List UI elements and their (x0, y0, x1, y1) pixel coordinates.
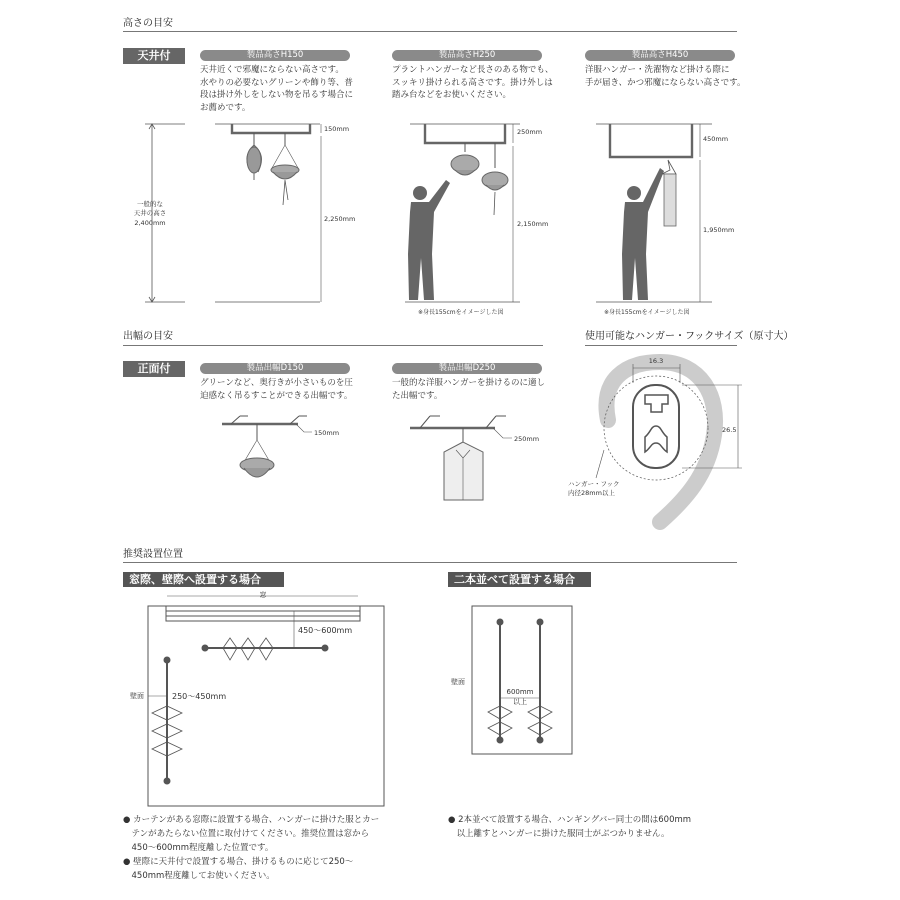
twin-dim-2: 以上 (513, 698, 527, 706)
front-mount-tag: 正面付 (123, 361, 185, 377)
room-outline-left (148, 606, 384, 806)
height-section-title: 高さの目安 (123, 18, 173, 29)
d150-dim: 150mm (314, 429, 340, 437)
h450-description: 洋服ハンガー・洗濯物など掛ける際に 手が届き、かつ邪魔にならない高さです。 (585, 65, 746, 88)
h450-bottom-dim: 1,950mm (703, 226, 735, 234)
pill-h450: 製品高さH450 (585, 50, 735, 61)
h250-figure-note: ※身長155cmをイメージした図 (418, 309, 504, 316)
twin-bars (488, 619, 552, 743)
ceiling-label-3: 2,400mm (134, 219, 166, 227)
window-wall-tag: 窓際、壁際へ設置する場合 (123, 572, 284, 587)
window-label: 窓 (259, 591, 267, 599)
h250-description: プラントハンガーなど長さのある物でも、 スッキリ掛けられる高さです。掛け外しは 踏み台などをお使いください。 (392, 65, 554, 100)
pill-d150: 製品出幅D150 (200, 363, 350, 374)
window-rail (166, 606, 360, 621)
side-by-side-tag: 二本並べて設置する場合 (448, 572, 591, 587)
ceiling-mount-tag: 天井付 (123, 48, 185, 64)
room-outline-right (472, 606, 572, 754)
wall-label-left: 壁面 (130, 692, 144, 700)
hook-label-1: ハンガー・フック (568, 480, 620, 488)
pill-h150: 製品高さH150 (200, 50, 350, 61)
h150-bottom-dim: 2,250mm (324, 215, 356, 223)
ceiling-label-2: 天井の高さ (133, 209, 167, 217)
depth-section-title: 出幅の目安 (123, 331, 173, 342)
horizontal-bar (202, 638, 328, 660)
pill-h250: 製品高さH250 (392, 50, 542, 61)
d150-description: グリーンなど、奥行きが小さいものを圧 迫感なく吊るすことができる出幅です。 (200, 378, 353, 401)
pill-d250: 製品出幅D250 (392, 363, 542, 374)
window-dim: 450〜600mm (298, 626, 353, 635)
vertical-bar (152, 657, 182, 784)
install-section-title: 推奨設置位置 (123, 549, 183, 560)
d250-dim: 250mm (514, 435, 540, 443)
h450-top-dim: 450mm (703, 135, 729, 143)
hook-section-title: 使用可能なハンガー・フックサイズ（原寸大） (585, 331, 794, 342)
d250-description: 一般的な洋服ハンガーを掛けるのに適し た出幅です。 (392, 378, 546, 401)
twin-dim-1: 600mm (506, 688, 534, 696)
left-notes: ● カーテンがある窓際に設置する場合、ハンガーに掛けた服とカー テンがあたらない位置に取付けてください。推奨位置は窓から 450〜600mm程度離した位置です。 ● 壁際に天井付で設置する場合、掛けるものに応じて250〜 450mm程度離してお使いください。 (123, 815, 380, 881)
h250-bottom-dim: 2,150mm (517, 220, 549, 228)
hook-height-dim: 26.5 (722, 426, 737, 434)
ceiling-label-1: 一般的な (137, 200, 163, 208)
h150-description: 天井近くで邪魔にならない高さです。 水やりの必要ないグリーンや飾り等、普 段は掛け外しをしない物を吊るす場合に お薦めです。 (200, 65, 354, 113)
h450-figure-note: ※身長155cmをイメージした図 (604, 309, 690, 316)
hook-label-2: 内径28mm以上 (568, 489, 615, 497)
wall-label-right: 壁面 (451, 678, 465, 686)
right-notes: ● 2本並べて設置する場合、ハンギングバー同士の間は600mm 以上離すとハンガーに掛けた服同士がぶつかりません。 (448, 815, 692, 839)
h150-top-dim: 150mm (324, 125, 350, 133)
h250-top-dim: 250mm (517, 128, 543, 136)
hook-width-dim: 16.3 (648, 357, 664, 365)
wall-dim: 250〜450mm (172, 692, 227, 701)
